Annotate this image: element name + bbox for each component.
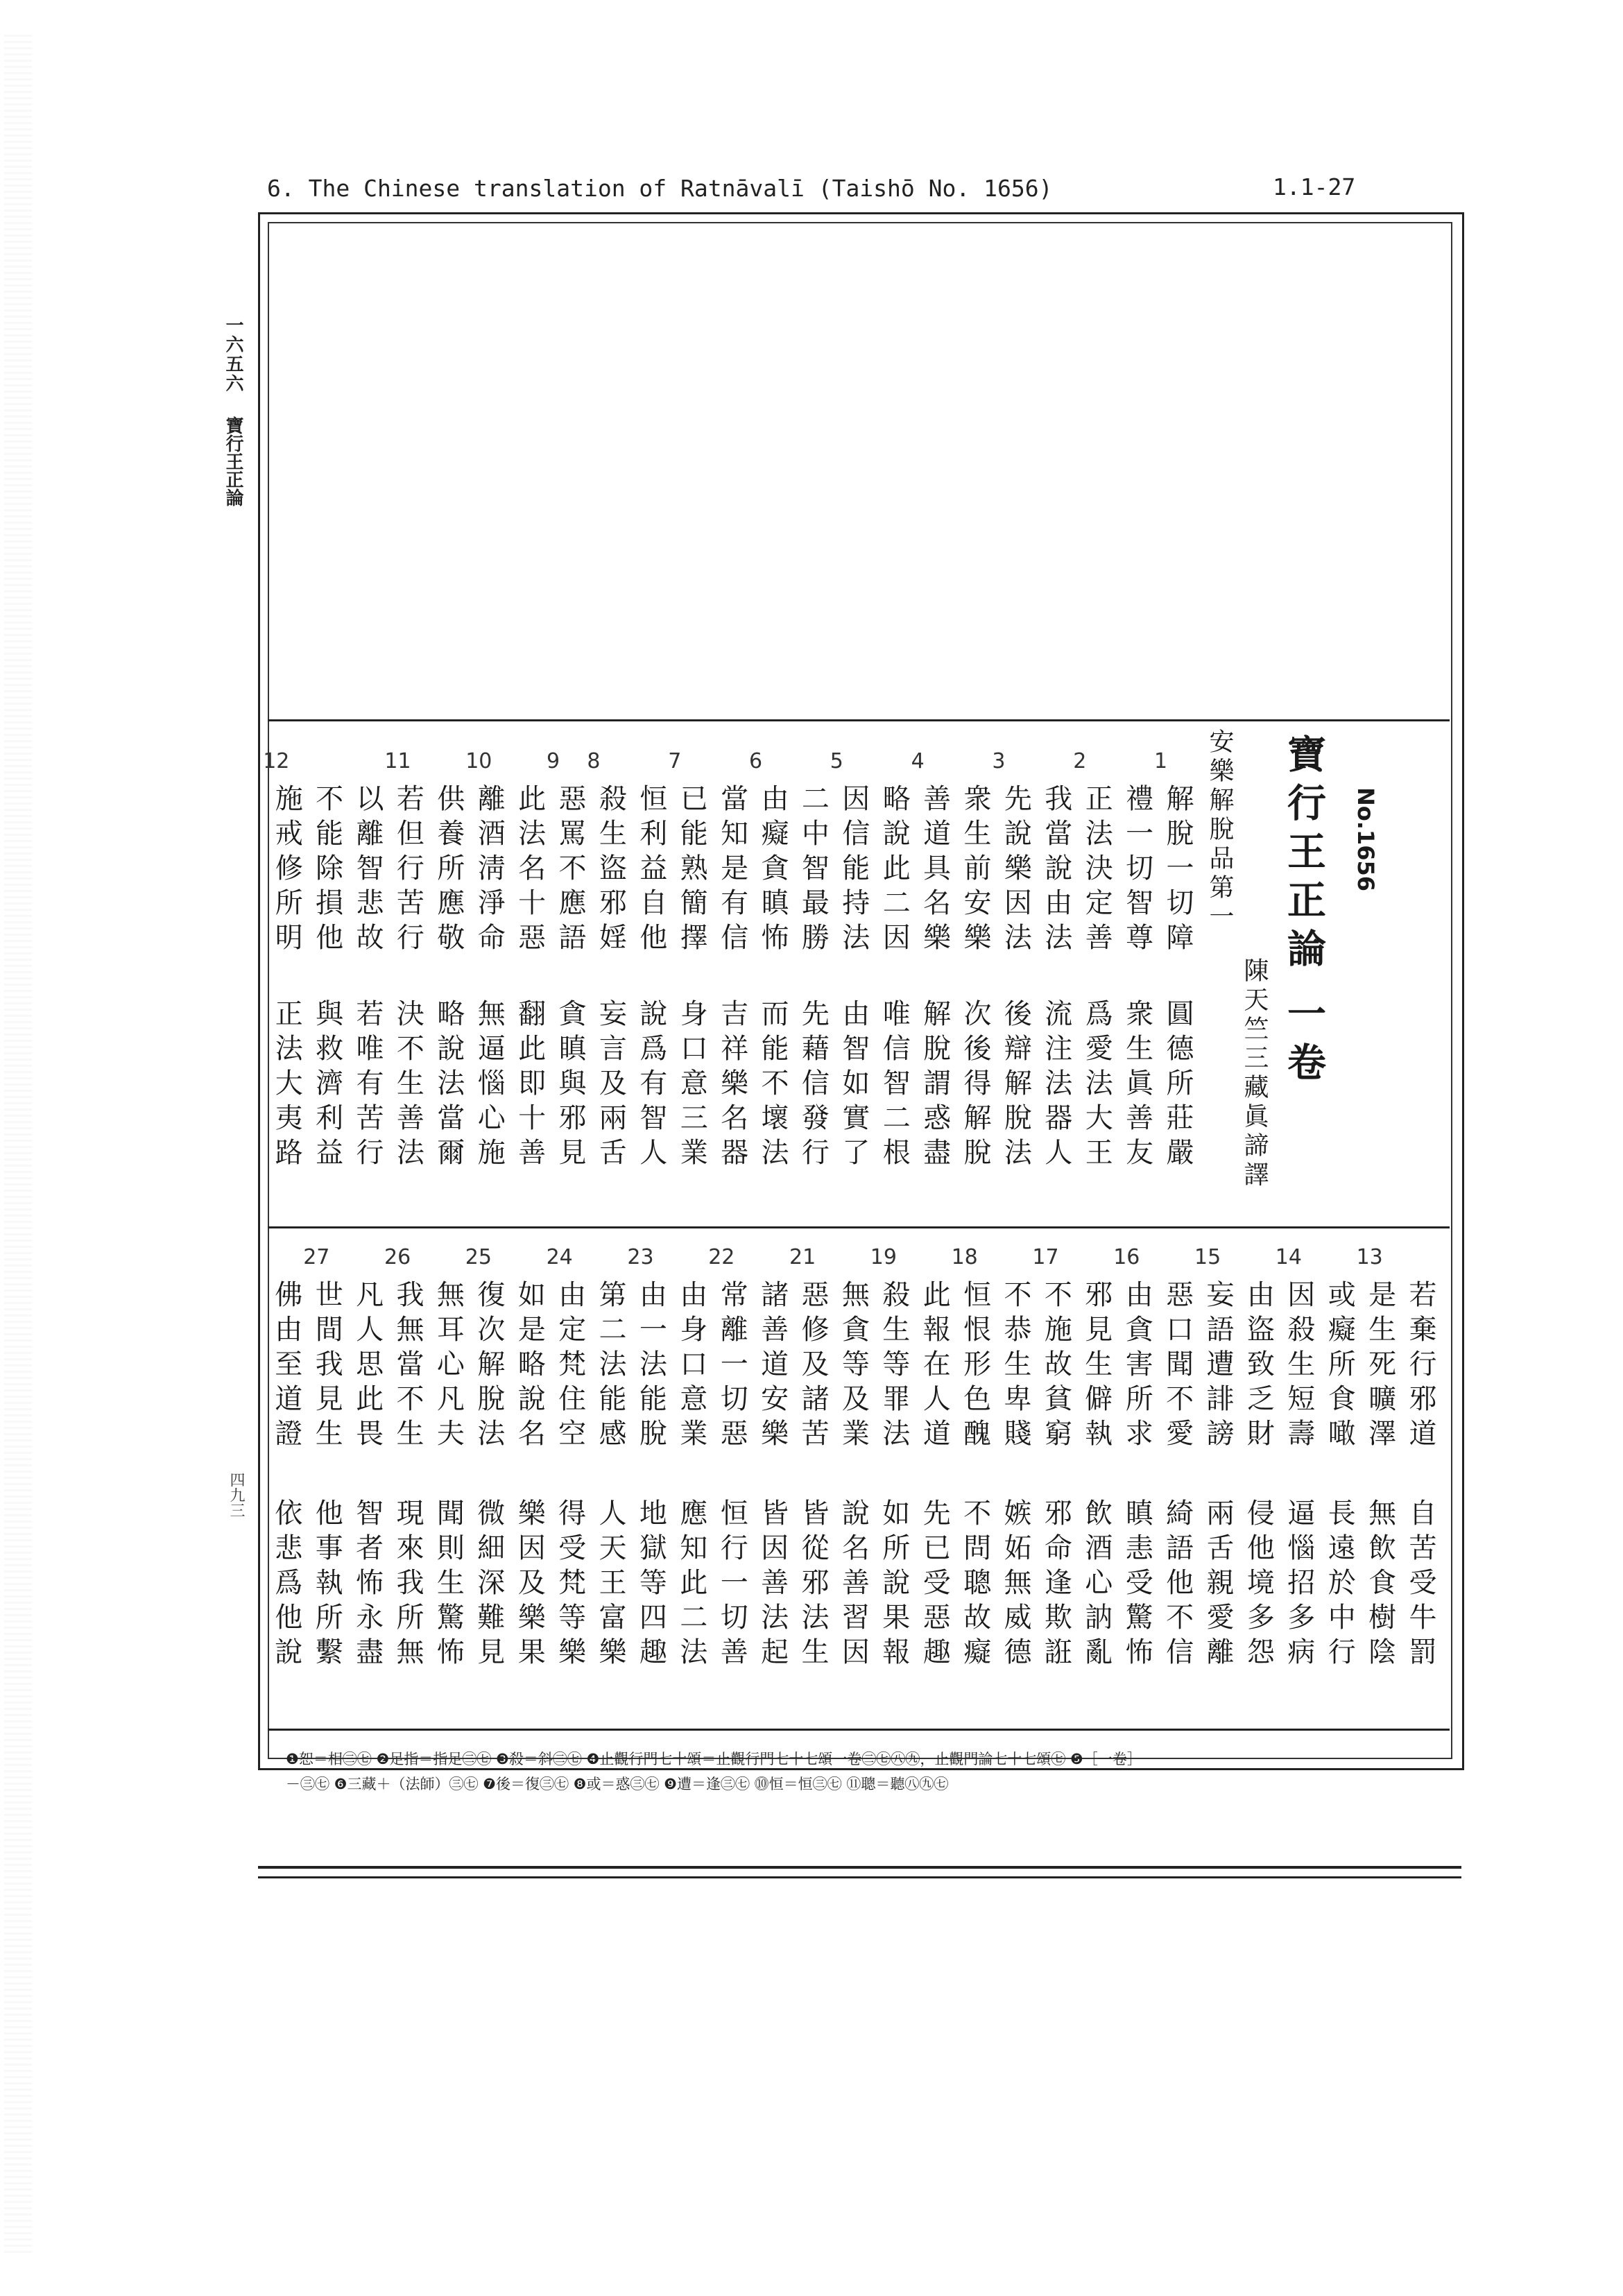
verse-line-lower-half: 皆從邪法生 (797, 1498, 829, 1672)
verse-line-upper-half: 由一法能脫 (635, 1280, 667, 1453)
page-rule-1 (258, 1866, 1461, 1869)
verse-line-upper-half: 不恭生卑賤 (999, 1280, 1031, 1453)
verse-line-lower-half: 不問聰故癡 (959, 1498, 991, 1672)
verse-line-upper-half: 施戒修所明 (270, 784, 303, 957)
verse-line-upper-half: 若棄行邪道 (1405, 1280, 1436, 1453)
verse-line-upper-half: 因信能持法 (837, 784, 870, 957)
verse-line-upper-half: 諸善道安樂 (756, 1280, 789, 1453)
verse-number: 14 (1275, 1245, 1302, 1269)
verse-number: 22 (708, 1245, 735, 1269)
verse-line-upper-half: 惡修及諸苦 (797, 1280, 829, 1453)
verse-line-upper-half: 禮一切智尊 (1121, 784, 1153, 957)
verse-number: 6 (749, 749, 763, 773)
verse-line-lower-half: 妄言及兩舌 (594, 999, 627, 1172)
verse-line-upper-half: 略說此二因 (878, 784, 911, 957)
verse-line-lower-half: 與救濟利益 (311, 999, 343, 1172)
footnote-line-2: －㊂㊆ ❻三藏＋（法師）㊂㊆ ❼後＝復㊂㊆ ❽或＝惑㊂㊆ ❾遭＝逢㊂㊆ ⓾恒＝恒㊂㊆ ⑪聰＝聽㊇㊈㊆ (286, 1776, 949, 1792)
verse-line-upper-half: 或癡所食噉 (1323, 1280, 1356, 1453)
verse-number: 12 (263, 749, 290, 773)
verse-line-lower-half: 長遠於中行 (1323, 1498, 1356, 1672)
verse-number: 25 (465, 1245, 492, 1269)
verse-line-upper-half: 常離一切惡 (716, 1280, 748, 1453)
verse-line-upper-half: 惡口聞不愛 (1161, 1280, 1194, 1453)
running-header-ref: 1.1-27 (1273, 173, 1356, 200)
verse-line-upper-half: 此報在人道 (918, 1280, 951, 1453)
verse-line-upper-half: 佛由至道證 (270, 1280, 302, 1453)
margin-text-top: 一六五六 (223, 316, 243, 393)
verse-line-lower-half: 說爲有智人 (635, 999, 667, 1172)
verse-line-upper-half: 已能熟簡擇 (676, 784, 708, 957)
verse-number: 3 (992, 749, 1006, 773)
document-title-suffix: 一卷 (1281, 993, 1327, 1090)
verse-line-lower-half: 貪瞋與邪見 (554, 999, 586, 1172)
verse-line-lower-half: 現來我所無 (392, 1498, 424, 1672)
verse-line-lower-half: 微細深難見 (472, 1498, 505, 1672)
scan-edge-noise (4, 35, 32, 2254)
verse-line-lower-half: 綺語他不信 (1161, 1498, 1194, 1672)
verse-line-upper-half: 無貪等及業 (837, 1280, 870, 1453)
verse-line-lower-half: 正法大夷路 (270, 999, 303, 1172)
verse-line-lower-half: 無飲食樹陰 (1364, 1498, 1396, 1672)
verse-line-upper-half: 解脫一切障 (1162, 784, 1194, 957)
verse-line-lower-half: 自苦受牛罰 (1405, 1498, 1436, 1672)
verse-line-upper-half: 因殺生短壽 (1282, 1280, 1315, 1453)
verse-line-lower-half: 而能不壞法 (757, 999, 789, 1172)
verse-number: 9 (547, 749, 560, 773)
verse-number: 23 (627, 1245, 654, 1269)
verse-line-lower-half: 樂因及樂果 (513, 1498, 546, 1672)
verse-line-upper-half: 以離智悲故 (352, 784, 384, 957)
footnote-line-1: ❶恕＝相㊂㊆ ❷足指＝指足㊂㊆ ❸殺＝斜㊂㊆ ❹止觀行門七十頌＝止觀行門七十七頌一卷㊂㊆㊇㊈，止觀門論七十七頌㊆ ❺［一卷］ (286, 1751, 1142, 1767)
verse-line-upper-half: 如是略說名 (513, 1280, 546, 1453)
verse-line-lower-half: 流注法器人 (1040, 999, 1072, 1172)
verse-line-upper-half: 由盜致乏財 (1242, 1280, 1275, 1453)
verse-line-lower-half: 次後得解脫 (959, 999, 991, 1172)
verse-line-upper-half: 恒利益自他 (635, 784, 667, 957)
verse-line-lower-half: 邪命逢欺誑 (1040, 1498, 1072, 1672)
verse-number: 24 (546, 1245, 573, 1269)
verse-line-lower-half: 決不生善法 (392, 999, 424, 1172)
chapter-heading: 安樂解脫品第一 (1205, 728, 1234, 932)
verse-number: 26 (384, 1245, 411, 1269)
verse-number: 16 (1113, 1245, 1140, 1269)
verse-line-lower-half: 應知此二法 (675, 1498, 707, 1672)
verse-line-lower-half: 身口意三業 (676, 999, 708, 1172)
margin-page-number: 四九三 (227, 1472, 245, 1518)
verse-line-lower-half: 若唯有苦行 (352, 999, 384, 1172)
verse-line-lower-half: 由智如實了 (837, 999, 870, 1172)
verse-line-lower-half: 聞則生驚怖 (432, 1498, 465, 1672)
verse-line-upper-half: 世間我見生 (311, 1280, 343, 1453)
verse-line-upper-half: 我無當不生 (392, 1280, 424, 1453)
margin-text-mid: 寶行王正論 (223, 416, 243, 506)
verse-line-upper-half: 我當說由法 (1040, 784, 1072, 957)
verse-number: 19 (870, 1245, 897, 1269)
verse-line-lower-half: 他事執所繫 (311, 1498, 343, 1672)
verse-line-upper-half: 先說樂因法 (999, 784, 1032, 957)
verse-line-upper-half: 善道具名樂 (918, 784, 951, 957)
verse-line-lower-half: 瞋恚受驚怖 (1121, 1498, 1153, 1672)
verse-number: 27 (303, 1245, 330, 1269)
verse-number: 11 (384, 749, 411, 773)
verse-line-upper-half: 殺生盜邪婬 (594, 784, 627, 957)
verse-line-upper-half: 不施故貧窮 (1040, 1280, 1072, 1453)
verse-number: 17 (1032, 1245, 1059, 1269)
verse-line-upper-half: 第二法能感 (594, 1280, 626, 1453)
verse-line-upper-half: 由貪害所求 (1121, 1280, 1153, 1453)
verse-line-lower-half: 如所說果報 (877, 1498, 910, 1672)
verse-line-upper-half: 當知是有信 (716, 784, 748, 957)
verse-line-lower-half: 得受梵等樂 (553, 1498, 586, 1672)
verse-line-upper-half: 離酒淸淨命 (473, 784, 506, 957)
page-rule-2 (258, 1876, 1461, 1878)
verse-line-upper-half: 邪見生僻執 (1080, 1280, 1113, 1453)
verse-line-lower-half: 唯信智二根 (878, 999, 911, 1172)
verse-line-upper-half: 殺生等罪法 (877, 1280, 910, 1453)
divider-bottom (268, 1729, 1450, 1731)
verse-number: 21 (789, 1245, 816, 1269)
verse-number: 2 (1073, 749, 1087, 773)
verse-line-lower-half: 後辯解脫法 (999, 999, 1032, 1172)
verse-line-upper-half: 此法名十惡 (513, 784, 546, 957)
divider-middle (268, 1226, 1450, 1228)
verse-line-lower-half: 爲愛法大王 (1081, 999, 1113, 1172)
verse-line-upper-half: 由定梵住空 (553, 1280, 586, 1453)
verse-line-upper-half: 二中智最勝 (797, 784, 830, 957)
verse-line-upper-half: 凡人思此畏 (351, 1280, 384, 1453)
verse-line-upper-half: 無耳心凡夫 (432, 1280, 465, 1453)
verse-line-lower-half: 吉祥樂名器 (716, 999, 748, 1172)
verse-line-lower-half: 恒行一切善 (716, 1498, 748, 1672)
verse-line-lower-half: 略說法當爾 (432, 999, 465, 1172)
verse-line-upper-half: 由癡貪瞋怖 (757, 784, 789, 957)
verse-line-lower-half: 先已受惡趣 (918, 1498, 951, 1672)
verse-line-upper-half: 由身口意業 (675, 1280, 707, 1453)
verse-line-upper-half: 恒恨形色醜 (959, 1280, 991, 1453)
translator-line: 陳天竺三藏眞諦譯 (1240, 957, 1269, 1190)
verse-number: 13 (1356, 1245, 1383, 1269)
verse-line-lower-half: 地獄等四趣 (635, 1498, 667, 1672)
verse-line-upper-half: 是生死曠澤 (1364, 1280, 1396, 1453)
verse-line-lower-half: 嫉妬無威德 (999, 1498, 1031, 1672)
document-title-text: 寶行王正論 (1281, 734, 1327, 977)
verse-number: 5 (830, 749, 843, 773)
running-header-title: 6. The Chinese translation of Ratnāvalī (Taishō No. 1656) (267, 175, 1053, 202)
verse-line-lower-half: 皆因善法起 (756, 1498, 789, 1672)
verse-line-upper-half: 不能除損他 (311, 784, 343, 957)
verse-line-upper-half: 供養所應敬 (432, 784, 465, 957)
divider-top (268, 719, 1450, 721)
verse-line-lower-half: 智者怖永盡 (351, 1498, 384, 1672)
verse-line-lower-half: 先藉信發行 (797, 999, 830, 1172)
verse-number: 7 (668, 749, 682, 773)
verse-line-upper-half: 妄語遭誹謗 (1202, 1280, 1234, 1453)
verse-line-lower-half: 衆生眞善友 (1121, 999, 1153, 1172)
verse-line-lower-half: 侵他境多怨 (1242, 1498, 1275, 1672)
verse-line-upper-half: 復次解脫法 (472, 1280, 505, 1453)
verse-number: 10 (465, 749, 492, 773)
verse-line-lower-half: 飲酒心訥亂 (1080, 1498, 1113, 1672)
verse-line-upper-half: 衆生前安樂 (959, 784, 991, 957)
verse-line-upper-half: 若但行苦行 (392, 784, 424, 957)
verse-line-lower-half: 逼惱招多病 (1282, 1498, 1315, 1672)
document-number: No.1656 (1352, 787, 1379, 891)
verse-line-lower-half: 說名善習因 (837, 1498, 870, 1672)
verse-line-lower-half: 圓德所莊嚴 (1162, 999, 1194, 1172)
verse-line-lower-half: 人天王富樂 (594, 1498, 626, 1672)
verse-line-lower-half: 無逼惱心施 (473, 999, 506, 1172)
verse-line-lower-half: 翻此即十善 (513, 999, 546, 1172)
verse-line-upper-half: 正法決定善 (1081, 784, 1113, 957)
verse-line-lower-half: 依悲爲他說 (270, 1498, 302, 1672)
verse-line-upper-half: 惡罵不應語 (554, 784, 586, 957)
verse-line-lower-half: 兩舌親愛離 (1202, 1498, 1234, 1672)
verse-number: 18 (951, 1245, 978, 1269)
document-title (1283, 734, 1325, 1090)
verse-line-lower-half: 解脫謂惑盡 (918, 999, 951, 1172)
verse-number: 8 (587, 749, 601, 773)
verse-number: 4 (911, 749, 925, 773)
verse-number: 15 (1194, 1245, 1221, 1269)
verse-number: 1 (1154, 749, 1168, 773)
